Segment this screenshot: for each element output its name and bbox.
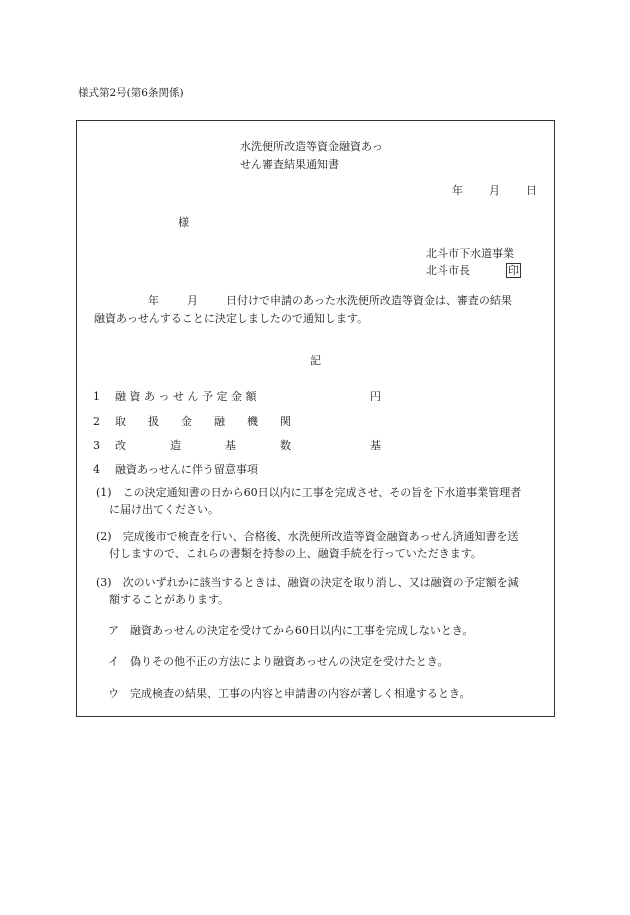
form-number: 様式第2号(第6条関係) [78, 87, 184, 99]
note-line-1: 次のいずれかに該当するときは、融資の決定を取り消し、又は融資の予定額を減 [122, 576, 519, 589]
body-month: 月 [187, 294, 198, 307]
recipient-suffix: 様 [178, 216, 189, 229]
item-number: 2 [93, 414, 100, 428]
note-mark: (2) [96, 530, 112, 543]
record-heading: 記 [310, 354, 321, 367]
sub-note-text: 完成検査の結果、工事の内容と申請書の内容が著しく相違するとき。 [130, 687, 471, 700]
note-mark: (1) [96, 486, 112, 499]
sub-note-i [108, 653, 448, 669]
sub-note-u [108, 685, 471, 701]
note-line-2: 額することがあります。 [109, 593, 230, 606]
note-line-2: 付しますので、これらの書類を持参の上、融資手続を行っていただきます。 [109, 547, 482, 560]
note-line-1: この決定通知書の日から60日以内に工事を完成させ、その旨を下水道事業管理者 [122, 486, 522, 499]
sub-note-text: 融資あっせんの決定を受けてから60日以内に工事を完成しないとき。 [130, 624, 474, 637]
item-number: 1 [93, 389, 100, 403]
date-year: 年 [452, 184, 463, 197]
item-number: 3 [93, 438, 100, 452]
item-label: 取 扱 金 融 機 関 [115, 414, 291, 428]
body-year: 年 [148, 294, 159, 307]
note-1 [96, 484, 521, 518]
item-unit: 円 [370, 389, 381, 403]
note-mark: (3) [96, 576, 112, 589]
document-title-line-2: せん審査結果通知書 [240, 158, 339, 171]
sub-note-text: 偽りその他不正の方法により融資あっせんの決定を受けたとき。 [130, 655, 449, 668]
item-number: 4 [93, 462, 100, 476]
seal-mark: 印 [508, 264, 519, 277]
note-2 [96, 528, 518, 562]
item-label: 融 資 あ っ せ ん 予 定 金 額 [115, 389, 257, 403]
sub-note-mark: イ [108, 655, 119, 668]
sub-note-mark: ア [108, 624, 119, 637]
date-day: 日 [526, 184, 537, 197]
sub-note-mark: ウ [108, 687, 119, 700]
notice-body [94, 292, 512, 328]
document-title-line-1: 水洗便所改造等資金融資あっ [240, 140, 383, 153]
sub-note-a [108, 622, 473, 638]
issue-date [452, 184, 537, 199]
item-label: 融資あっせんに伴う留意事項 [115, 462, 258, 476]
issuer-block [426, 245, 521, 279]
item-label: 改 造 基 数 [115, 438, 291, 452]
note-3 [96, 574, 519, 608]
issuer-name: 北斗市長 [426, 264, 470, 277]
document-title [240, 138, 383, 174]
issuer-org: 北斗市下水道事業 [426, 247, 514, 260]
item-notes-heading [86, 448, 258, 478]
note-line-1: 完成後市で検査を行い、合格後、水洗便所改造等資金融資あっせん済通知書を送 [122, 530, 519, 543]
item-unit: 基 [370, 438, 381, 452]
body-line-1: 日付けで申請のあった水洗便所改造等資金は、審査の結果 [226, 294, 512, 307]
body-line-2: 融資あっせんすることに決定しましたので通知します。 [94, 312, 369, 325]
date-month: 月 [489, 184, 500, 197]
note-line-2: に届け出てください。 [109, 503, 219, 516]
